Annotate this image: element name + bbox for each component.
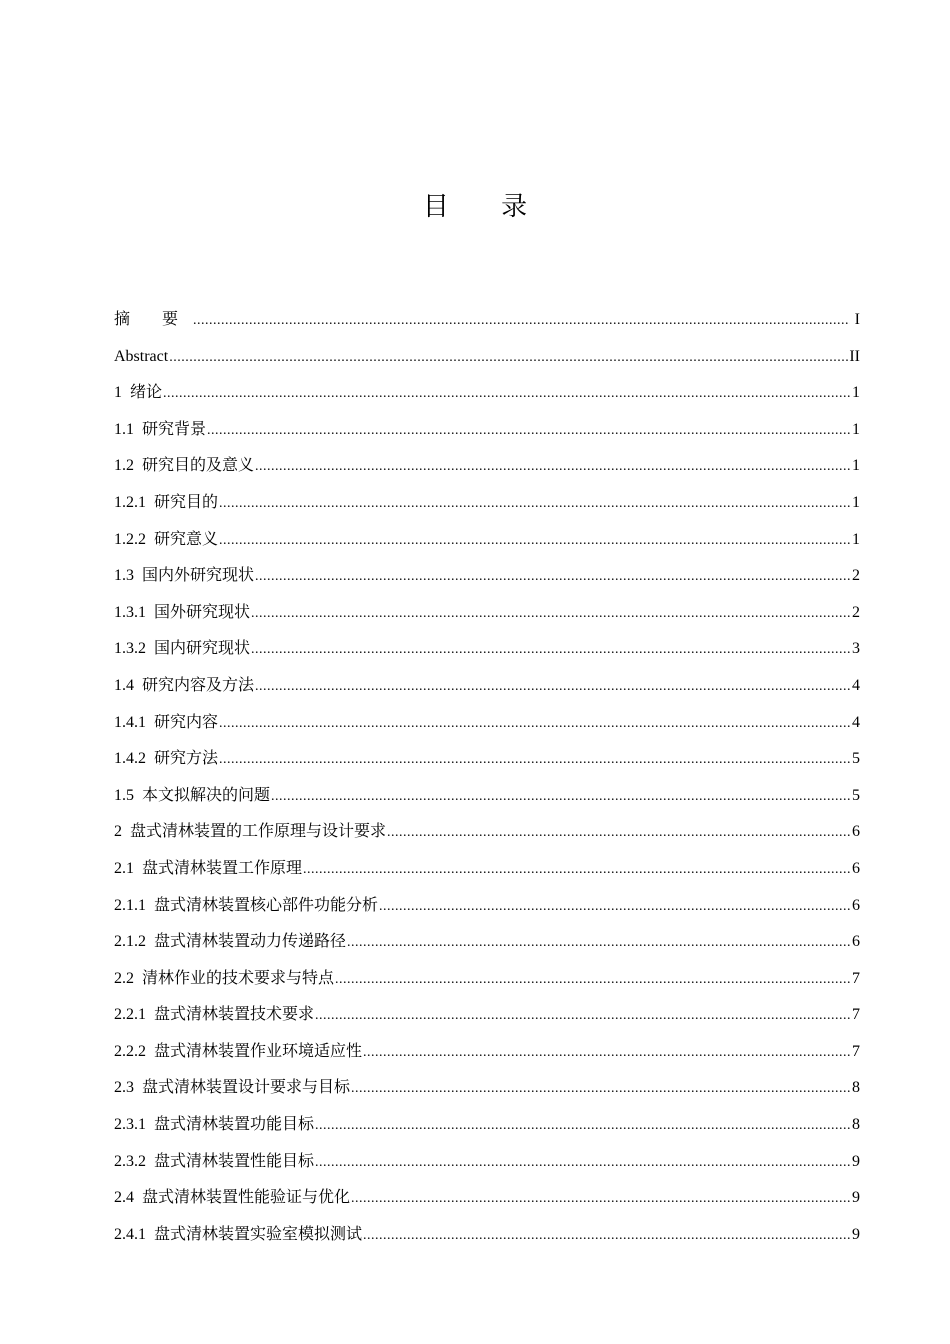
toc-page-number: 7	[852, 1042, 860, 1060]
toc-section-number: 2.4.1	[114, 1225, 146, 1243]
toc-dot-leader	[219, 492, 850, 516]
toc-entry[interactable]	[114, 601, 860, 638]
toc-dot-leader	[351, 1187, 850, 1211]
toc-section-number: 1.4.1	[114, 713, 146, 731]
toc-page-number: 9	[852, 1152, 860, 1170]
toc-entry[interactable]	[114, 857, 860, 894]
toc-page-number: 7	[852, 1006, 860, 1024]
toc-dot-leader	[255, 675, 850, 699]
toc-section-title: 盘式清林装置作业环境适应性	[154, 1042, 363, 1060]
toc-entry-label	[114, 1150, 314, 1174]
toc-section-title: 摘 要	[114, 311, 193, 328]
toc-section-title: 研究内容	[154, 713, 219, 731]
toc-section-title: 盘式清林装置工作原理	[142, 859, 303, 877]
toc-entry-label	[114, 381, 162, 405]
toc-page-number: 8	[852, 1079, 860, 1097]
toc-page-number: 2	[852, 567, 860, 585]
toc-entry-label	[114, 1113, 314, 1137]
toc-entry[interactable]	[114, 1003, 860, 1040]
toc-page-number: 5	[852, 786, 860, 804]
toc-section-number: 1.2.2	[114, 530, 146, 548]
toc-section-number: 2.1.2	[114, 933, 146, 951]
toc-entry[interactable]	[114, 454, 860, 491]
toc-section-title: 盘式清林装置的工作原理与设计要求	[130, 823, 387, 841]
toc-entry[interactable]	[114, 345, 860, 382]
toc-entry-label	[114, 1076, 350, 1100]
toc-section-title: 本文拟解决的问题	[142, 786, 271, 804]
toc-entry[interactable]	[114, 1113, 860, 1150]
toc-entry[interactable]	[114, 528, 860, 565]
toc-section-title: 国内研究现状	[154, 640, 251, 658]
toc-dot-leader	[347, 931, 850, 955]
toc-entry-label	[114, 711, 218, 735]
toc-entry[interactable]	[114, 1186, 860, 1223]
toc-page-number: 5	[852, 750, 860, 768]
toc-page-number: I	[854, 311, 860, 328]
toc-section-title: 研究方法	[154, 750, 219, 768]
toc-section-title: 研究目的	[154, 493, 219, 511]
toc-entry[interactable]	[114, 637, 860, 674]
toc-dot-leader	[255, 565, 850, 589]
toc-section-number: 1.5	[114, 786, 134, 804]
toc-section-number: 1.3	[114, 567, 134, 585]
toc-section-title: 盘式清林装置实验室模拟测试	[154, 1225, 363, 1243]
toc-entry-label	[114, 308, 192, 332]
toc-entry-label	[114, 820, 386, 844]
toc-entry-label	[114, 345, 168, 369]
toc-section-title: 国外研究现状	[154, 603, 251, 621]
toc-section-title: Abstract	[114, 347, 169, 365]
toc-page-number: 2	[852, 603, 860, 621]
toc-dot-leader	[351, 1077, 850, 1101]
toc-dot-leader	[379, 895, 850, 919]
toc-entry-label	[114, 747, 218, 771]
toc-page-number: 9	[852, 1189, 860, 1207]
toc-section-number: 1.2	[114, 457, 134, 475]
toc-entry[interactable]	[114, 1223, 860, 1260]
toc-entry-label	[114, 637, 250, 661]
toc-section-number: 1.3.1	[114, 603, 146, 621]
toc-entry-label	[114, 601, 250, 625]
toc-entry-label	[114, 674, 254, 698]
toc-entry[interactable]	[114, 930, 860, 967]
toc-page-number: 1	[852, 457, 860, 475]
toc-section-title: 盘式清林装置性能验证与优化	[142, 1189, 351, 1207]
toc-section-number: 2.4	[114, 1189, 134, 1207]
toc-page-number: 1	[852, 530, 860, 548]
toc-entry[interactable]	[114, 1040, 860, 1077]
toc-section-title: 研究内容及方法	[142, 676, 255, 694]
toc-dot-leader	[271, 785, 850, 809]
toc-entry-label	[114, 1040, 362, 1064]
toc-dot-leader	[219, 529, 850, 553]
toc-entry-label	[114, 1223, 362, 1247]
toc-entry-label	[114, 564, 254, 588]
toc-page-number: 1	[852, 493, 860, 511]
toc-section-number: 2.1.1	[114, 896, 146, 914]
toc-section-title: 研究目的及意义	[142, 457, 255, 475]
toc-section-title: 国内外研究现状	[142, 567, 255, 585]
toc-section-number: 2.1	[114, 859, 134, 877]
toc-entry[interactable]	[114, 967, 860, 1004]
toc-dot-leader	[219, 748, 850, 772]
toc-page-number: 7	[852, 969, 860, 987]
toc-section-title: 研究背景	[142, 420, 207, 438]
toc-dot-leader	[193, 309, 850, 333]
toc-section-title: 盘式清林装置性能目标	[154, 1152, 315, 1170]
toc-dot-leader	[315, 1004, 850, 1028]
toc-section-number: 1.4.2	[114, 750, 146, 768]
toc-section-number: 2.3.2	[114, 1152, 146, 1170]
toc-section-title: 盘式清林装置动力传递路径	[154, 933, 347, 951]
toc-page-number: 6	[852, 933, 860, 951]
table-of-contents	[114, 308, 860, 1259]
toc-entry[interactable]	[114, 1150, 860, 1187]
toc-entry[interactable]	[114, 784, 860, 821]
toc-section-number: 2.3.1	[114, 1116, 146, 1134]
toc-section-number: 1.1	[114, 420, 134, 438]
toc-dot-leader	[169, 346, 848, 370]
toc-section-title: 盘式清林装置功能目标	[154, 1116, 315, 1134]
toc-dot-leader	[303, 858, 850, 882]
toc-section-title: 研究意义	[154, 530, 219, 548]
toc-section-number: 1	[114, 384, 122, 402]
toc-dot-leader	[335, 968, 850, 992]
toc-section-number: 1.3.2	[114, 640, 146, 658]
toc-page-number: 6	[852, 823, 860, 841]
toc-page-number: 6	[852, 859, 860, 877]
toc-section-number: 2	[114, 823, 122, 841]
toc-dot-leader	[315, 1151, 850, 1175]
page-title: 目 录	[422, 192, 550, 222]
toc-dot-leader	[255, 455, 850, 479]
toc-page-number: 3	[852, 640, 860, 658]
toc-entry[interactable]	[114, 711, 860, 748]
toc-page-number: 4	[852, 713, 860, 731]
toc-entry[interactable]	[114, 1076, 860, 1113]
toc-entry-label	[114, 528, 218, 552]
toc-page-number: 6	[852, 896, 860, 914]
toc-page-number: 1	[852, 384, 860, 402]
toc-section-title: 绪论	[130, 384, 163, 402]
toc-entry[interactable]	[114, 491, 860, 528]
toc-dot-leader	[163, 382, 850, 406]
toc-page-number: 1	[852, 420, 860, 438]
toc-entry[interactable]	[114, 820, 860, 857]
toc-entry-label	[114, 491, 218, 515]
toc-dot-leader	[315, 1114, 850, 1138]
toc-entry-label	[114, 454, 254, 478]
toc-dot-leader	[387, 821, 850, 845]
toc-entry-label	[114, 1003, 314, 1027]
toc-section-number: 2.2.1	[114, 1006, 146, 1024]
toc-entry-label	[114, 784, 270, 808]
toc-dot-leader	[251, 602, 850, 626]
toc-section-title: 盘式清林装置核心部件功能分析	[154, 896, 379, 914]
toc-section-number: 1.2.1	[114, 493, 146, 511]
toc-entry-label	[114, 1186, 350, 1210]
toc-entry[interactable]	[114, 308, 860, 345]
toc-entry[interactable]	[114, 747, 860, 784]
toc-entry[interactable]	[114, 894, 860, 931]
toc-section-title: 盘式清林装置设计要求与目标	[142, 1079, 351, 1097]
toc-section-number: 2.2.2	[114, 1042, 146, 1060]
toc-section-number: 2.2	[114, 969, 134, 987]
toc-entry-label	[114, 418, 206, 442]
toc-entry[interactable]	[114, 381, 860, 418]
toc-dot-leader	[251, 638, 850, 662]
toc-entry-label	[114, 857, 302, 881]
toc-page-number: 4	[852, 676, 860, 694]
toc-section-title: 盘式清林装置技术要求	[154, 1006, 315, 1024]
toc-dot-leader	[363, 1224, 850, 1248]
toc-section-number: 2.3	[114, 1079, 134, 1097]
toc-entry-label	[114, 894, 378, 918]
toc-dot-leader	[207, 419, 850, 443]
toc-entry-label	[114, 967, 334, 991]
toc-entry[interactable]	[114, 674, 860, 711]
toc-entry-label	[114, 930, 346, 954]
toc-section-number: 1.4	[114, 676, 134, 694]
toc-entry[interactable]	[114, 418, 860, 455]
toc-page-number: II	[849, 347, 860, 365]
toc-section-title: 清林作业的技术要求与特点	[142, 969, 335, 987]
toc-entry[interactable]	[114, 564, 860, 601]
toc-dot-leader	[219, 712, 850, 736]
toc-page-number: 9	[852, 1225, 860, 1243]
toc-dot-leader	[363, 1041, 850, 1065]
toc-page-number: 8	[852, 1116, 860, 1134]
